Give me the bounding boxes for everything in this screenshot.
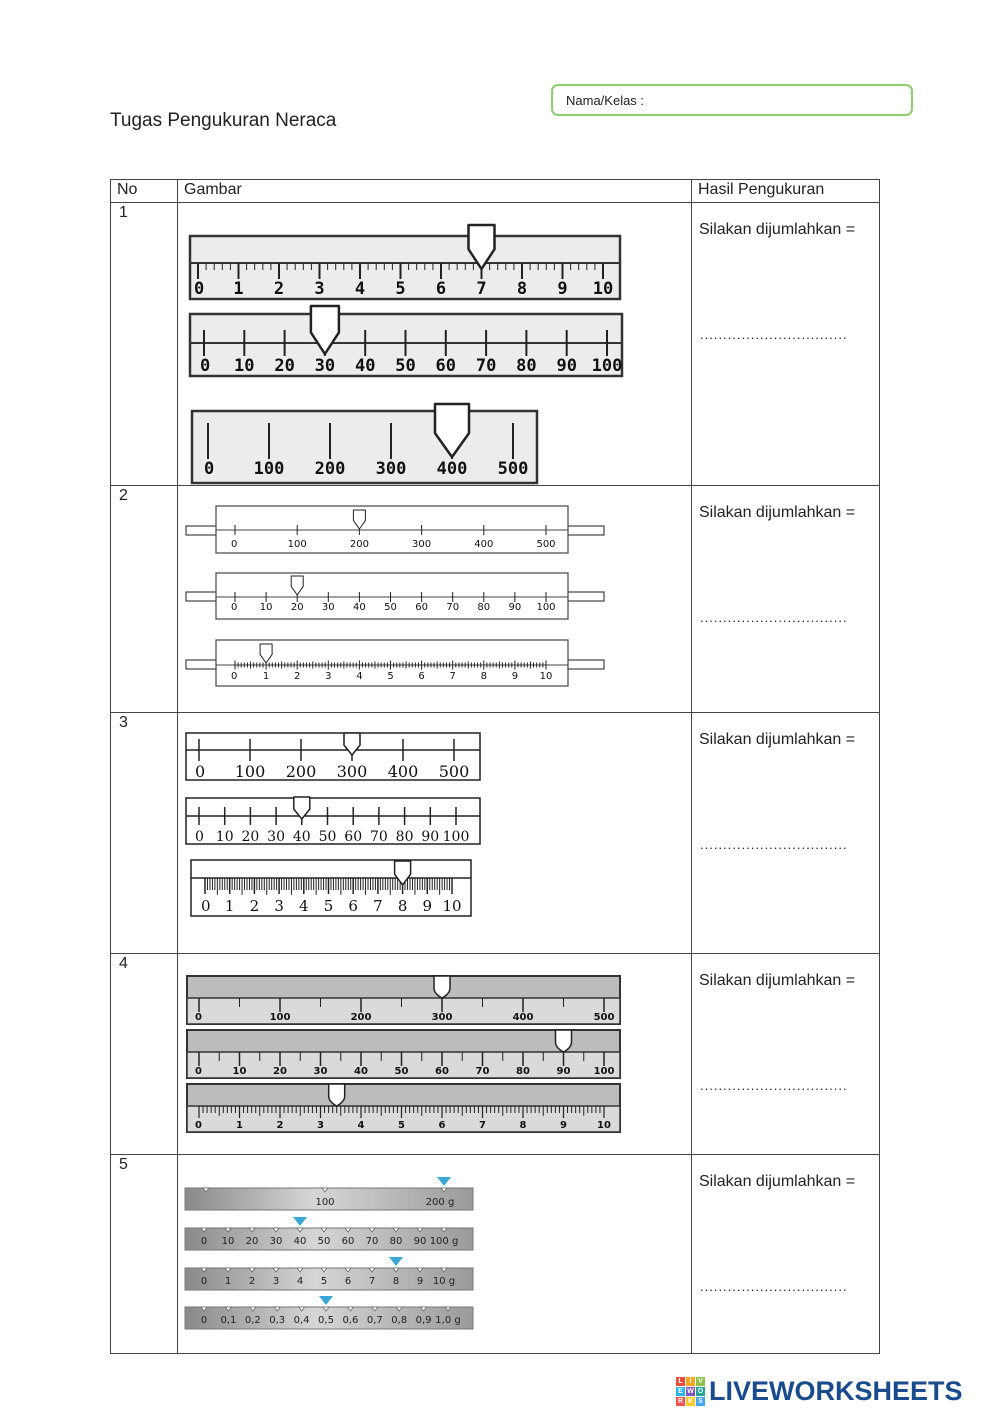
scale-label: 0,7: [366, 1315, 383, 1326]
scale-label: 9: [511, 671, 519, 682]
answer-blank[interactable]: ................................: [700, 1078, 848, 1093]
rider-marker[interactable]: [293, 1217, 307, 1226]
scale-label: 6: [438, 1120, 446, 1131]
rider-marker[interactable]: [319, 1296, 333, 1305]
scale-label: 40: [293, 1236, 307, 1247]
scale-label: 0,8: [391, 1315, 408, 1326]
liveworksheets-logo: [676, 1376, 963, 1406]
scale-label: 8: [480, 671, 487, 682]
scale-label: 4: [357, 1120, 365, 1131]
logo-tile: O: [697, 1387, 704, 1395]
scale-label: 200: [314, 459, 346, 479]
scale-label: 0,2: [244, 1315, 261, 1326]
scale-label: 9: [422, 897, 433, 915]
scale-label: 9: [560, 1120, 567, 1131]
rider-marker[interactable]: [437, 1177, 451, 1186]
scale-label: 6: [418, 671, 425, 682]
row-result: [692, 486, 880, 713]
beam: [186, 797, 480, 845]
row-number: 1: [111, 203, 178, 486]
scale-label: 6: [344, 1276, 352, 1287]
scale-label: 7: [449, 671, 456, 682]
answer-blank[interactable]: ................................: [700, 837, 848, 852]
scale-label: 0: [195, 1120, 202, 1131]
scale-label: 8: [397, 897, 408, 915]
scale-label: 1: [262, 671, 270, 682]
scale-label: 300: [375, 459, 407, 479]
measurement-table: [110, 179, 880, 1354]
scale-label: 500: [497, 459, 529, 479]
beam: [190, 225, 620, 299]
scale-label: 2: [249, 897, 260, 915]
scale-label: 0: [231, 602, 238, 613]
beam-figure-4: [178, 954, 691, 1154]
scale-label: 1: [224, 897, 235, 915]
beam-figure-3: [178, 713, 691, 953]
answer-blank[interactable]: ................................: [700, 610, 848, 625]
col-header-no: No: [111, 180, 178, 203]
result-label: Silakan dijumlahkan =: [699, 972, 856, 989]
scale-label: 80: [389, 1236, 403, 1247]
scale-label: 40: [292, 829, 311, 845]
table-row: [111, 203, 880, 486]
scale-label: 5: [320, 1276, 328, 1287]
scale-label: 60: [435, 1066, 449, 1077]
col-header-gambar: Gambar: [178, 180, 692, 203]
scale-label: 20: [241, 829, 260, 845]
scale-label: 60: [415, 602, 428, 613]
row-figure: [178, 203, 692, 486]
scale-label: 4: [299, 897, 309, 915]
scale-label: 10: [215, 829, 234, 845]
row-number: 5: [111, 1155, 178, 1354]
scale-label: 40: [354, 356, 376, 376]
beam: [187, 1084, 620, 1132]
scale-label: 0: [195, 829, 204, 845]
scale-label: 0: [200, 1276, 208, 1287]
scale-label: 30: [267, 829, 286, 845]
scale-label: 300: [336, 762, 368, 781]
scale-label: 0: [200, 1236, 208, 1247]
beam: [185, 1217, 473, 1250]
scale-label: 200: [285, 762, 317, 781]
scale-label: 10: [442, 897, 462, 915]
scale-label: 100 g: [429, 1236, 459, 1247]
scale-label: 0: [194, 279, 205, 299]
scale-label: 10: [597, 1120, 611, 1131]
scale-label: 30: [313, 1066, 328, 1077]
scale-label: 80: [395, 829, 414, 845]
answer-blank[interactable]: ................................: [700, 327, 848, 342]
scale-label: 300: [431, 1012, 453, 1023]
scale-label: 2: [248, 1276, 256, 1287]
scale-label: 70: [369, 829, 388, 845]
scale-label: 0,6: [342, 1315, 359, 1326]
scale-label: 500: [536, 539, 556, 550]
scale-label: 30: [314, 356, 336, 376]
scale-label: 60: [341, 1236, 355, 1247]
scale-label: 0,4: [293, 1315, 310, 1326]
scale-label: 0,3: [269, 1315, 286, 1326]
row-figure: [178, 713, 692, 954]
scale-label: 40: [353, 602, 366, 613]
scale-label: 10: [221, 1236, 235, 1247]
logo-tile: W: [687, 1387, 694, 1395]
row-figure: [178, 486, 692, 713]
scale-label: 8: [516, 279, 528, 299]
scale-label: 7: [368, 1276, 376, 1287]
scale-label: 5: [387, 671, 394, 682]
scale-label: 80: [516, 356, 537, 376]
scale-label: 400: [474, 539, 494, 550]
scale-label: 20: [290, 602, 304, 613]
scale-label: 5: [395, 279, 406, 299]
beam: [191, 860, 471, 916]
scale-label: 6: [348, 897, 358, 915]
row-figure: [178, 1155, 692, 1354]
scale-label: 0,5: [318, 1315, 334, 1326]
beam-figure-1: [178, 203, 691, 485]
scale-label: 0: [200, 1315, 208, 1326]
scale-label: 400: [387, 762, 419, 781]
scale-label: 1,0 g: [435, 1315, 461, 1326]
table-row: [111, 713, 880, 954]
scale-label: 7: [373, 897, 383, 915]
logo-tile: K: [687, 1397, 694, 1405]
scale-label: 0,9: [415, 1315, 432, 1326]
scale-label: 3: [314, 279, 325, 299]
scale-label: 9: [416, 1276, 424, 1287]
row-number: 4: [111, 954, 178, 1155]
logo-tile: E: [676, 1387, 685, 1396]
scale-label: 100: [591, 356, 623, 376]
beam: [190, 306, 622, 376]
scale-label: 50: [318, 829, 337, 845]
scale-label: 100: [287, 539, 307, 550]
scale-label: 10: [259, 602, 273, 613]
scale-label: 200 g: [425, 1197, 455, 1208]
scale-label: 100: [253, 459, 285, 479]
scale-label: 20: [273, 1066, 287, 1077]
beam: [187, 1030, 620, 1078]
scale-label: 500: [438, 762, 470, 781]
brand-text: LIVEWORKSHEETS: [709, 1375, 963, 1406]
row-result: [692, 203, 880, 486]
scale-label: 3: [274, 897, 284, 915]
scale-label: 90: [556, 1066, 571, 1077]
scale-label: 100: [442, 829, 470, 845]
scale-label: 8: [392, 1276, 400, 1287]
scale-label: 400: [436, 459, 468, 479]
scale-label: 90: [508, 602, 522, 613]
scale-label: 30: [321, 602, 335, 613]
scale-label: 0: [231, 539, 238, 550]
scale-label: 60: [435, 356, 457, 376]
scale-label: 7: [479, 1120, 486, 1131]
logo-tile: S: [696, 1397, 705, 1406]
scale-label: 40: [354, 1066, 368, 1077]
scale-label: 80: [477, 602, 491, 613]
scale-label: 1: [236, 1120, 243, 1131]
scale-label: 70: [365, 1236, 379, 1247]
scale-label: 10: [232, 1066, 247, 1077]
table-header-row: [111, 180, 880, 203]
scale-label: 4: [296, 1276, 304, 1287]
scale-label: 100: [593, 1066, 615, 1077]
scale-label: 80: [516, 1066, 530, 1077]
scale-label: 100: [536, 602, 556, 613]
liveworksheets-icon: [676, 1377, 705, 1406]
page-title: Tugas Pengukuran Neraca: [110, 110, 337, 131]
scale-label: 50: [384, 602, 397, 613]
row-number: 2: [111, 486, 178, 713]
scale-label: 10 g: [432, 1276, 456, 1287]
table-row: [111, 486, 880, 713]
beam-figure-2: [178, 486, 691, 712]
row-result: [692, 954, 880, 1155]
beam: [187, 976, 620, 1024]
logo-tile: I: [686, 1377, 695, 1386]
scale-label: 5: [398, 1120, 405, 1131]
row-number: 3: [111, 713, 178, 954]
scale-label: 30: [269, 1236, 283, 1247]
scale-label: 0: [201, 897, 211, 915]
scale-label: 50: [395, 356, 416, 376]
row-result: [692, 713, 880, 954]
scale-label: 2: [276, 1120, 284, 1131]
scale-label: 8: [519, 1120, 527, 1131]
logo-tile: R: [677, 1397, 684, 1405]
result-label: Silakan dijumlahkan =: [699, 1173, 856, 1190]
scale-label: 100: [315, 1197, 335, 1208]
scale-label: 70: [446, 602, 460, 613]
scale-label: 2: [273, 279, 285, 299]
scale-label: 6: [435, 279, 447, 299]
row-figure: [178, 954, 692, 1155]
scale-label: 7: [476, 279, 487, 299]
logo-tile: V: [696, 1377, 705, 1386]
table-row: [111, 1155, 880, 1354]
scale-label: 0: [231, 671, 238, 682]
rider-marker[interactable]: [556, 1030, 572, 1052]
beam: [185, 1257, 473, 1290]
beam: [186, 506, 604, 553]
beam: [186, 573, 604, 619]
scale-label: 1: [224, 1276, 232, 1287]
beam: [185, 1296, 473, 1329]
scale-label: 2: [294, 671, 301, 682]
scale-label: 10: [234, 356, 255, 376]
scale-label: 50: [394, 1066, 409, 1077]
scale-label: 200: [350, 1012, 372, 1023]
scale-label: 4: [356, 671, 363, 682]
scale-label: 90: [421, 829, 440, 845]
row-result: [692, 1155, 880, 1354]
scale-label: 10: [592, 279, 614, 299]
result-label: Silakan dijumlahkan =: [699, 731, 856, 748]
scale-label: 1: [233, 279, 244, 299]
beam: [192, 404, 537, 483]
table-row: [111, 954, 880, 1155]
result-label: Silakan dijumlahkan =: [699, 221, 856, 238]
scale-label: 9: [557, 279, 568, 299]
logo-tile: L: [676, 1377, 685, 1386]
beam: [186, 733, 480, 781]
scale-label: 3: [272, 1276, 280, 1287]
scale-label: 90: [556, 356, 577, 376]
scale-label: 500: [593, 1012, 615, 1023]
scale-label: 0: [200, 356, 211, 376]
col-header-hasil: Hasil Pengukuran: [692, 180, 880, 203]
scale-label: 20: [274, 356, 295, 376]
scale-label: 10: [539, 671, 553, 682]
name-class-field[interactable]: [551, 84, 913, 116]
scale-label: 5: [323, 897, 334, 915]
result-label: Silakan dijumlahkan =: [699, 504, 856, 521]
scale-label: 0,1: [220, 1315, 237, 1326]
rider-marker[interactable]: [329, 1084, 345, 1106]
scale-label: 20: [245, 1236, 259, 1247]
scale-label: 3: [325, 671, 332, 682]
scale-label: 50: [317, 1236, 331, 1247]
scale-label: 70: [475, 356, 497, 376]
scale-label: 0: [195, 1066, 202, 1077]
answer-blank[interactable]: ................................: [700, 1279, 848, 1294]
scale-label: 4: [354, 279, 366, 299]
name-class-label: Nama/Kelas :: [566, 93, 645, 108]
scale-label: 0: [195, 1012, 202, 1023]
scale-label: 0: [195, 762, 206, 781]
scale-label: 0: [204, 459, 215, 479]
scale-label: 300: [412, 539, 432, 550]
scale-label: 90: [413, 1236, 427, 1247]
scale-label: 70: [475, 1066, 490, 1077]
rider-marker[interactable]: [389, 1257, 403, 1266]
scale-label: 3: [317, 1120, 324, 1131]
scale-label: 100: [269, 1012, 291, 1023]
beam: [186, 640, 604, 686]
scale-label: 100: [234, 762, 266, 781]
scale-label: 60: [344, 829, 363, 845]
scale-label: 400: [512, 1012, 534, 1023]
beam-figure-5: [178, 1155, 691, 1353]
rider-marker[interactable]: [434, 976, 450, 998]
scale-label: 200: [349, 539, 369, 550]
beam: [185, 1177, 473, 1210]
